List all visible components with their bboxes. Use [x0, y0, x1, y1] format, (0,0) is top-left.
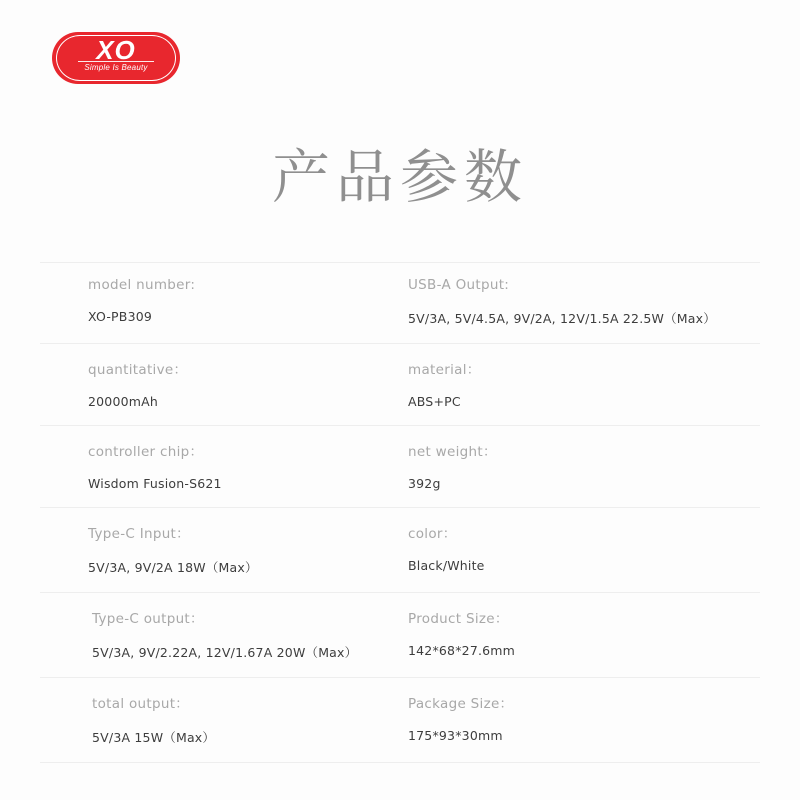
spec-label: total output： [92, 696, 190, 712]
spec-cell-right [370, 277, 760, 327]
table-row [40, 678, 760, 763]
table-row [40, 426, 760, 508]
spec-cell-right [370, 607, 760, 661]
table-row [40, 593, 760, 678]
spec-value: 5V/3A, 5V/4.5A, 9V/2A, 12V/1.5A 22.5W（Max） [408, 311, 716, 326]
logo-divider [78, 61, 154, 62]
spec-label: net weight： [408, 444, 497, 460]
spec-label: Type-C output： [92, 611, 204, 627]
logo-wordmark: XO [96, 35, 136, 65]
table-row [40, 344, 760, 426]
spec-cell-left [40, 277, 370, 327]
spec-cell-left [40, 607, 370, 661]
spec-cell-left [40, 440, 370, 491]
spec-cell-left [40, 522, 370, 576]
spec-label: controller chip： [88, 444, 204, 460]
spec-label: material： [408, 362, 481, 378]
spec-cell-right [370, 358, 760, 409]
spec-value: 5V/3A 15W（Max） [92, 730, 216, 745]
table-row [40, 262, 760, 344]
brand-logo [52, 32, 180, 90]
spec-label: USB-A Output: [408, 277, 510, 293]
table-row [40, 508, 760, 593]
spec-cell-right [370, 692, 760, 746]
spec-label: Type-C Input： [88, 526, 190, 542]
logo-slogan: Simple Is Beauty [84, 63, 148, 72]
spec-cell-left [40, 358, 370, 409]
spec-value: 5V/3A, 9V/2.22A, 12V/1.67A 20W（Max） [92, 645, 358, 660]
spec-value: XO-PB309 [88, 309, 153, 324]
logo-badge [52, 32, 180, 84]
spec-cell-right [370, 440, 760, 491]
spec-value: Black/White [408, 558, 485, 573]
spec-label: Product Size： [408, 611, 509, 627]
spec-label: quantitative： [88, 362, 188, 378]
spec-value: 175*93*30mm [408, 728, 503, 743]
page-title: 产品参数 [271, 143, 528, 211]
spec-label: color： [408, 526, 457, 542]
spec-label: Package Size： [408, 696, 514, 712]
spec-value: 142*68*27.6mm [408, 643, 516, 658]
spec-label: model number: [88, 277, 196, 293]
spec-cell-left [40, 692, 370, 746]
spec-value: 5V/3A, 9V/2A 18W（Max） [88, 560, 258, 575]
spec-value: 392g [408, 476, 441, 491]
spec-cell-right [370, 522, 760, 576]
spec-value: ABS+PC [408, 394, 461, 409]
spec-value: 20000mAh [88, 394, 159, 409]
spec-value: Wisdom Fusion-S621 [88, 476, 222, 491]
spec-table [40, 262, 760, 763]
